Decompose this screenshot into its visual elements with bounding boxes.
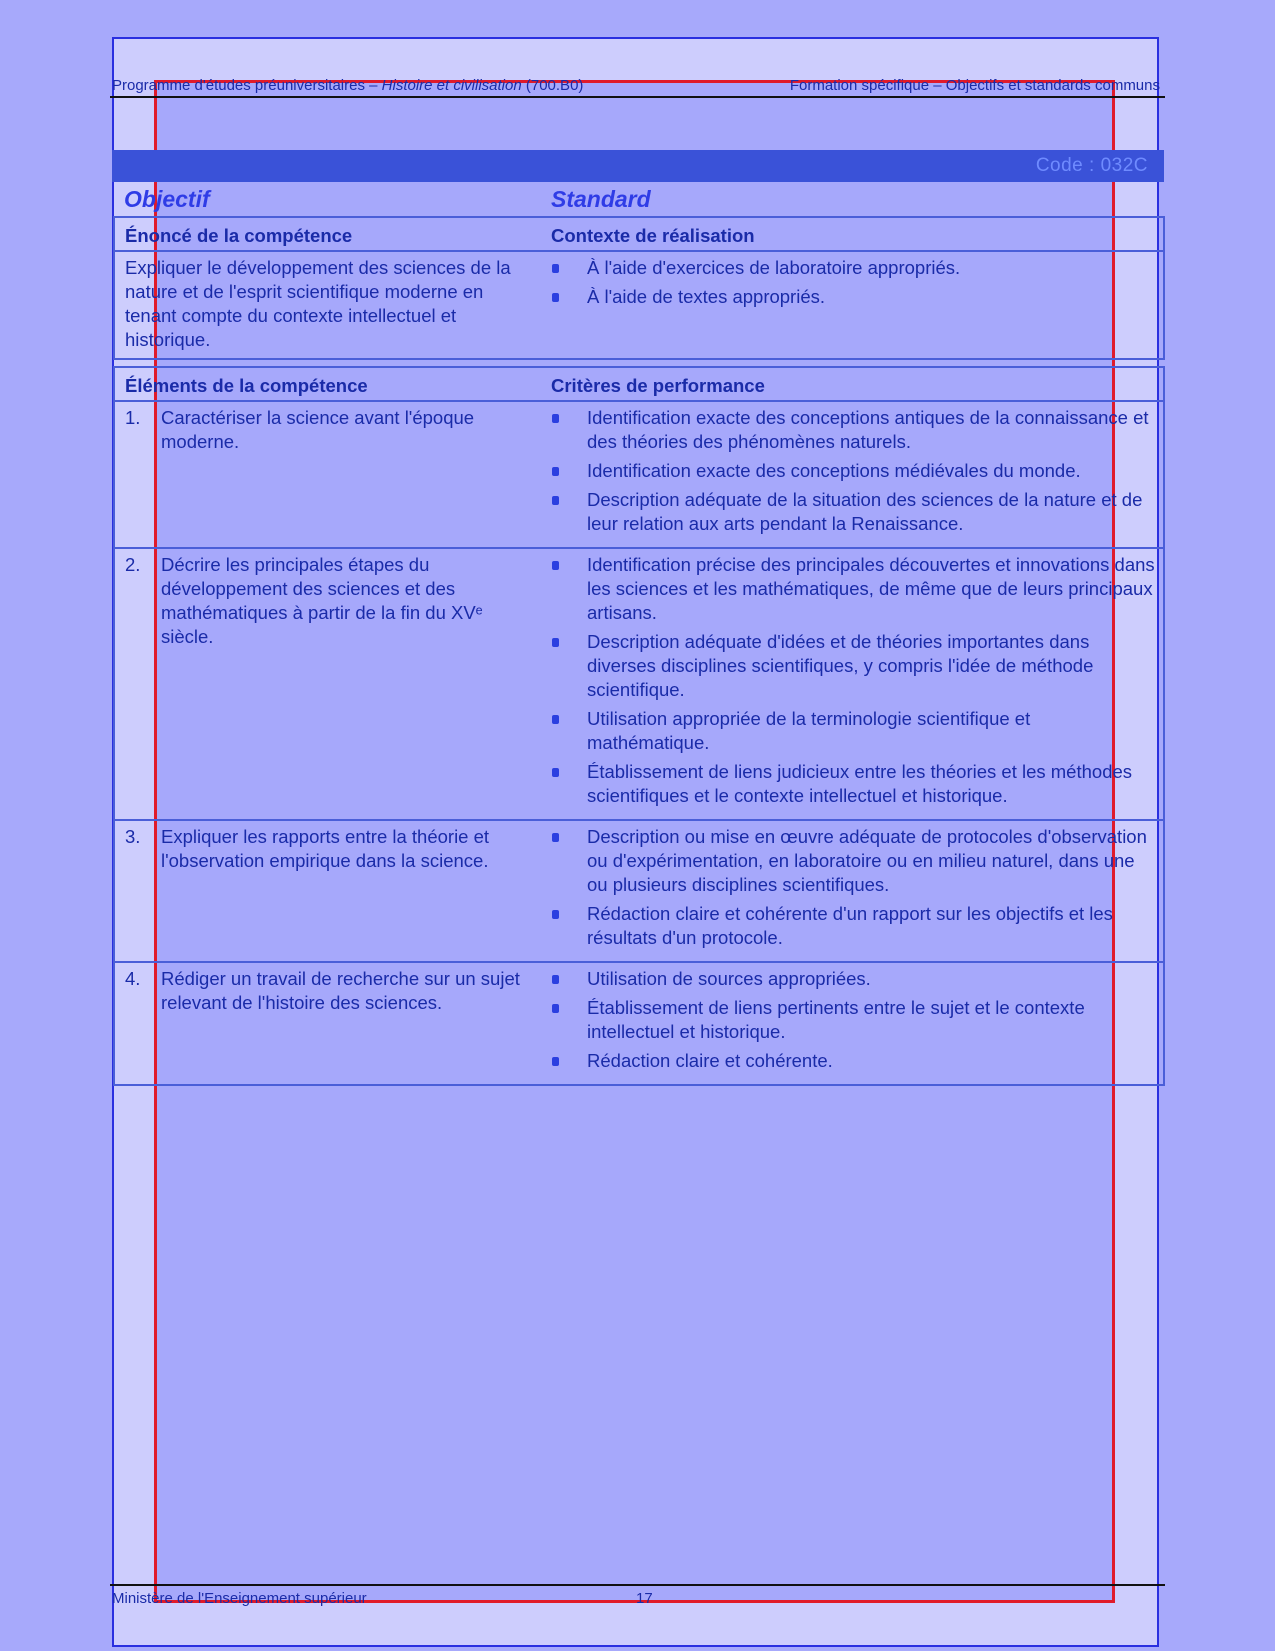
criterion-item: Rédaction claire et cohérente d'un rapport sur les objectifs et les résultats d'un protocole.: [551, 902, 1155, 950]
competency-code: Code : 032C: [1035, 155, 1148, 176]
context-item: À l'aide d'exercices de laboratoire appropriés.: [551, 256, 1155, 280]
criteria-cell: [541, 548, 1164, 820]
element-number: 2.: [125, 554, 141, 575]
running-header-left: Programme d'études préuniversitaires – Histoire et civilisation (700.B0): [112, 77, 584, 94]
element-cell: [114, 820, 541, 962]
element-number: 1.: [125, 407, 141, 428]
element-cell: [114, 548, 541, 820]
element-cell: [114, 962, 541, 1085]
competence-table: [113, 216, 1165, 360]
page-number: 17: [636, 1590, 653, 1607]
element-text: Caractériser la science avant l'époque moderne.: [161, 407, 475, 452]
criterion-item: Utilisation appropriée de la terminologie scientifique et mathématique.: [551, 707, 1155, 755]
criterion-item: Identification exacte des conceptions antiques de la connaissance et des théories des phénomènes naturels.: [551, 406, 1155, 454]
element-row: [114, 548, 1164, 820]
criteria-list: [551, 825, 1155, 950]
element-text: Rédiger un travail de recherche sur un sujet relevant de l'histoire des sciences.: [161, 968, 520, 1013]
element-text: Expliquer les rapports entre la théorie et l'observation empirique dans la science.: [161, 826, 490, 871]
criteria-cell: [541, 962, 1164, 1085]
criteria-list: [551, 406, 1155, 536]
criterion-item: Description adéquate de la situation des sciences de la nature et de leur relation aux arts pendant la Renaissance.: [551, 488, 1155, 536]
elements-header: Éléments de la compétence: [114, 367, 541, 401]
criterion-item: Rédaction claire et cohérente.: [551, 1049, 1155, 1073]
context-item: À l'aide de textes appropriés.: [551, 285, 1155, 309]
criteria-list: [551, 553, 1155, 808]
running-header-right: Formation spécifique – Objectifs et standards communs: [789, 77, 1160, 94]
criterion-item: Identification précise des principales découvertes et innovations dans les sciences et les mathématiques, de même que de leurs principaux artisans.: [551, 553, 1155, 625]
context-cell: [541, 251, 1164, 359]
criterion-item: Description adéquate d'idées et de théories importantes dans diverses disciplines scientifiques, y compris l'idée de méthode scientifique.: [551, 630, 1155, 702]
criterion-item: Description ou mise en œuvre adéquate de protocoles d'observation ou d'expérimentation, en laboratoire ou en milieu naturel, dans une ou plusieurs disciplines scientifiques.: [551, 825, 1155, 897]
context-header: Contexte de réalisation: [541, 217, 1164, 251]
criteria-list: [551, 967, 1155, 1073]
element-number: 3.: [125, 826, 141, 847]
element-text: Décrire les principales étapes du développement des sciences et des mathématiques à partir de la fin du XVᵉ siècle.: [161, 554, 483, 647]
criteria-header: Critères de performance: [541, 367, 1164, 401]
footer-rule: [110, 1584, 1165, 1586]
elements-table: [113, 366, 1165, 1086]
element-number: 4.: [125, 968, 141, 989]
footer-ministry: Ministère de l'Enseignement supérieur: [112, 1590, 367, 1607]
element-row: [114, 820, 1164, 962]
criterion-item: Identification exacte des conceptions médiévales du monde.: [551, 459, 1155, 483]
criteria-cell: [541, 401, 1164, 548]
standard-title: Standard: [551, 186, 651, 212]
competence-statement: Expliquer le développement des sciences de la nature et de l'esprit scientifique moderne en tenant compte du contexte intellectuel et historique.: [114, 251, 541, 359]
criteria-cell: [541, 820, 1164, 962]
objective-title: Objectif: [124, 186, 210, 212]
element-row: [114, 401, 1164, 548]
element-row: [114, 962, 1164, 1085]
header-rule: [110, 96, 1165, 98]
element-cell: [114, 401, 541, 548]
criterion-item: Établissement de liens judicieux entre les théories et les méthodes scientifiques et le contexte intellectuel et historique.: [551, 760, 1155, 808]
context-list: [551, 256, 1155, 309]
criterion-item: Établissement de liens pertinents entre le sujet et le contexte intellectuel et historique.: [551, 996, 1155, 1044]
criterion-item: Utilisation de sources appropriées.: [551, 967, 1155, 991]
code-bar: [112, 150, 1164, 182]
competence-header: Énoncé de la compétence: [114, 217, 541, 251]
